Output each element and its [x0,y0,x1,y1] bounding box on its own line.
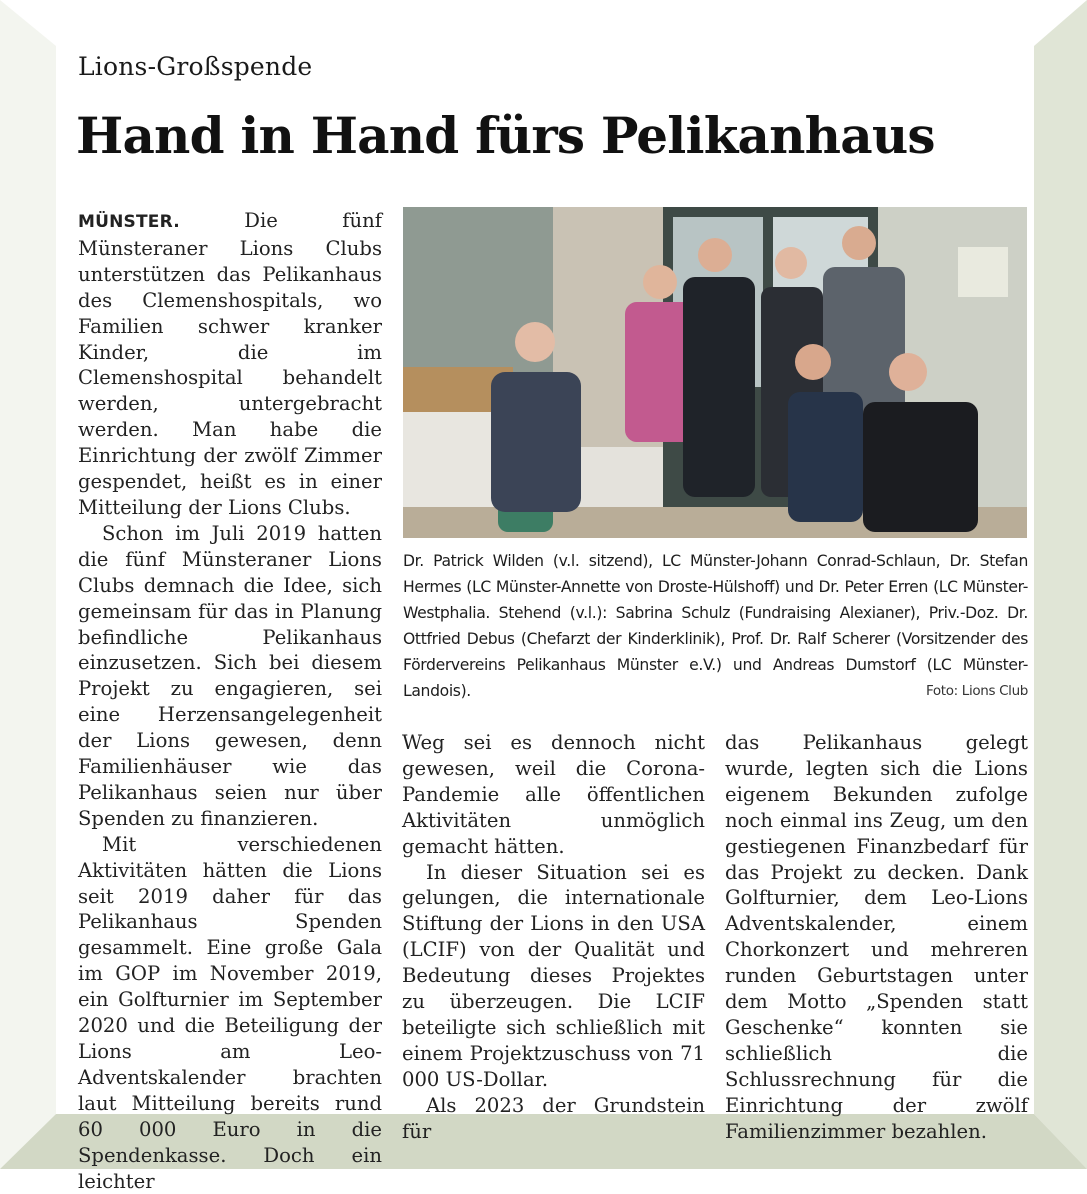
text-column-3 [725,730,1028,1145]
newspaper-article [56,46,1034,1193]
text-column-2 [402,730,705,1145]
paragraph-7: das Pelikanhaus gelegt wurde, legten sich die Lions eigenem Bekunden zufolge noch einmal ins Zeug, um den gestiegenen Finanzbedarf für das Projekt zu decken. Dank Golfturnier, dem Leo-Lions Adventskalender, einem Chorkonzert und mehreren runden Geburtstagen unter dem Motto „Spenden statt Geschenke“ konnten sie schließlich die Schlussrechnung für die Einrichtung der zwölf Familienzimmer bezahlen. [725,731,1028,1143]
paragraph-1-text: Die fünf Münsteraner Lions Clubs unterstützen das Pelikanhaus des Clemenshospitals, wo Familien schwer kranker Kinder, die im Clemenshospital behandelt werden, untergebracht werden. Man habe die Einrichtung der zwölf Zimmer gespendet, heißt es in einer Mitteilung der Lions Clubs. [78,209,382,519]
paragraph-5: In dieser Situation sei es gelungen, die internationale Stiftung der Lions in den USA (LCIF) von der Qualität und Bedeutung dieses Projektes zu überzeugen. Die LCIF beteiligte sich schließlich mit einem Projektzuschuss von 71 000 US-Dollar. [402,860,705,1091]
paragraph-4: Weg sei es dennoch nicht gewesen, weil die Corona-Pandemie alle öffentlichen Aktivitäten unmöglich gemacht hätten. [402,731,705,858]
paragraph-3: Mit verschiedenen Aktivitäten hätten die Lions seit 2019 daher für das Pelikanhaus Spenden gesammelt. Eine große Gala im GOP im November 2019, ein Golfturnier im September 2020 und die Beteiligung der Lions am Leo-Adventskalender brachten laut Mitteilung bereits rund 60 000 Euro in die Spendenkasse. Doch ein leichter [78,832,382,1193]
caption-text: Dr. Patrick Wilden (v.l. sitzend), LC Münster-Johann Conrad-Schlaun, Dr. Stefan Hermes (LC Münster-Annette von Droste-Hülshoff) und Dr. Peter Erren (LC Münster-Westphalia. Stehend (v.l.): Sabrina Schulz (Fundraising Alexianer), Priv.-Doz. Dr. Ottfried Debus (Chefarzt der Kinderklinik), Prof. Dr. Ralf Scherer (Vorsitzender des Fördervereins Pelikanhaus Münster e.V.) und Andreas Dumstorf (LC Münster-Landois). [403,552,1028,700]
paragraph-1 [78,208,382,521]
article-headline: Hand in Hand fürs Pelikanhaus [76,106,935,165]
photo-credit: Foto: Lions Club [925,683,1028,699]
frame-right-bevel [1034,0,1087,1169]
photo-caption [403,548,1028,704]
text-column-1 [78,208,382,1194]
frame-top-bevel [0,0,1087,46]
paragraph-6: Als 2023 der Grundstein für [402,1093,705,1143]
group-photo-illustration [403,207,1027,538]
paragraph-2: Schon im Juli 2019 hatten die fünf Münsteraner Lions Clubs demnach die Idee, sich gemeinsam für das in Planung befindliche Pelikanhaus einzusetzen. Sich bei diesem Projekt zu engagieren, sei eine Herzensangelegenheit der Lions gewesen, denn Familienhäuser wie das Pelikanhaus seien nur über Spenden zu finanzieren. [78,521,382,830]
dateline: MÜNSTER. [78,212,180,232]
group-photo [403,207,1027,538]
article-kicker: Lions-Großspende [78,52,313,81]
frame-left-bevel [0,0,56,1169]
